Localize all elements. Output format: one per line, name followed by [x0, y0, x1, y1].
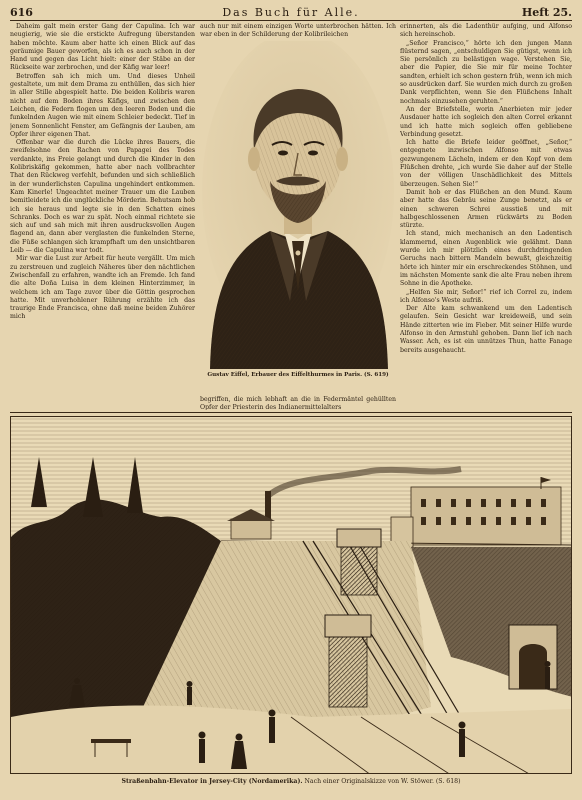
paragraph: begriffen, die mich lebhaft an die in Federmäntel gehüllten Opfer der Priesterin des Indianermittelalters [200, 396, 396, 410]
paragraph: Mir war die Lust zur Arbeit für heute vergällt. Um mich zu zerstreuen und zugleich Näheres über den nächtlichen Zwischenfall zu erfahren, wandte ich an Fremde. Ich fand die alte Doña Luisa in dem kleinen Hinterzimmer, in welchem ich am Tage zuvor über die Göttin gesprochen hatte. Mit unverhohlener Rührung erzählte ich das traurige Ende Francisca, ohne daß meine beiden Zuhörer mich [10, 255, 195, 321]
elevator-engraving [10, 416, 572, 774]
header-rule [10, 20, 572, 21]
paragraph: Ich hatte die Briefe leider geöffnet, „Señor,“ entgegnete inzwischen Alfonso mit etwas gezwungenem Lächeln, indem er den Kopf von dem Flüßchen drehte, „ich wurde Sie daher auf der Stelle von der völligen Unschädlichkeit des Mittels überzeugen. Sehen Sie!“ [400, 139, 572, 188]
paragraph: Betroffen sah ich mich um. Und dieses Unheil gestaltete, um mit dem Drama zu enthüllen, das sich hier in aller Stille abgespielt hatte. Die beiden Kolibris waren nicht auf dem Boden ihres Käfigs, und zwischen den Leichen, die Federn flogen um den leeren Boden und die funkelnden Augen wie mit einem Schleier bedeckt. Tief in jenem Sonnenlicht Fenster, am Gefängnis der Lauben, am Opfer ihrer eigenen That. [10, 72, 195, 138]
paragraph: erinnerten, als die Ladenthür aufging, und Alfonso sich hereinschob. [400, 23, 572, 39]
page-number: 616 [10, 6, 33, 19]
illustration-caption [10, 778, 572, 785]
paragraph: Der Alte kam schwankend um den Ladentisch gelaufen. Sein Gesicht war kreideweiß, und sein Hände zitterten wie im Fieber. Mit seiner Hilfe wurde Alfonso in den Armstuhl gehoben. Dann lief ich nach Wasser. Ach, es ist ein unnützes Thun, hatte Fanage bereits ausgehaucht. [400, 305, 572, 354]
paragraph: Ich stand, mich mechanisch an den Ladentisch klammernd, einen Augenblick wie gelähmt. Dann wurde ich mir plötzlich eines durchdringenden Geruchs nach bittern Mandeln bewußt, gleichzeitig hörte ich hinter mir ein erschreckendes Stöhnen, und im nächsten Momente sank die alte Frau neben ihrem Sohne in die Apotheke. [400, 230, 572, 288]
paragraph: Damit hob er das Flüßchen an den Mund. Kaum aber hatte das Gebräu seine Zunge benetzt, als er einen schweren Schrei ausstieß und mit halbgeschlossenen Armen rückwärts zu Boden stürzte. [400, 188, 572, 230]
paragraph: „Helfen Sie mir, Señor!“ rief ich Correl zu, indem ich Alfonso's Weste aufriß. [400, 288, 572, 304]
portrait-caption: Gustav Eiffel, Erbauer des Eiffelthurmes in Paris. (S. 619) [207, 372, 389, 378]
illustration-credit: Nach einer Originalskizze von W. Stöwer. (S. 618) [304, 778, 461, 785]
paragraph: An der Briefstelle, worin Anerbieten mir jeder Ausdauer hatte ich sogleich den alten Correl erkannt und ich hatte mich sogleich offen gebliebene Verbindung gesetzt. [400, 105, 572, 138]
illustration-title: Straßenbahn-Elevator in Jersey-City (Nordamerika). [121, 778, 303, 785]
section-divider [10, 412, 572, 413]
elevator-car-lower [325, 615, 371, 707]
right-text-column [400, 23, 572, 400]
running-title: Das Buch für Alle. [222, 6, 360, 19]
left-text-column [10, 23, 195, 400]
eiffel-portrait [200, 41, 396, 369]
paragraph: auch nur mit einem einzigen Worte unterbrochen hätten. Ich war eben in der Schilderung der Kolibrileichen [200, 23, 396, 39]
paragraph: „Señor Francisco,“ hörte ich den jungen Mann flüsternd sagen, „entschuldigen Sie gütigst, wenn ich Sie persönlich zu belästigen wage. Verstehen Sie, aber die Papier, die Sie mir für meine Tochter sandten, erhielt ich schon gestern früh, wenn ich mich so ausdrücken darf. Sie wurden mich durch zu großen Dank verpflichten, wenn Sie den Flüßchens Inhalt nochmals einzusehen geruhten.“ [400, 39, 572, 105]
paragraph: Daheim galt mein erster Gang der Capulina. Ich war neugierig, wie sie die erstickte Aufregung überstanden haben möchte. Kaum aber hatte ich einen Blick auf das geräumige Bauer geworfen, als ich es auch schon in der Hand und gegen das Licht hielt: einer der Stäbe an der Rückseite war zerbrochen, und der Käfig war leer! [10, 23, 195, 72]
issue-number: Heft 25. [521, 6, 572, 19]
middle-text-bottom [200, 396, 396, 410]
paragraph: Offenbar war die durch die Lücke ihres Bauers, die zweifelsohne den Rachen von Papagei des Todes verdankte, ins Freie gelangt und durch die Kinder in den Kolibriskäfig gekommen, hatte aber nach vollbrachter That den Rückweg verfehlt, befunden und sich schließlich in der wunderlichsten Capulina ungehindert entkommen. Kam Kinerle! Ungeachtet meiner Trauer um die Lauben bemitleidete ich die unglückliche Mörderin. Behutsam hob ich sie heraus und legte sie in den Schatten eines Schranks. Doch es war zu spät. Noch einmal richtete sie sich auf und sah mich mit ihren ausdrucksvollen Augen flagend an, dann aber verglasten die funkelnden Sterne, die Füße schlangen sich krampfhaft um den unsichtbaren Leib — die Capulina war todt. [10, 139, 195, 255]
elevator-car-upper [337, 529, 381, 595]
middle-text-top [200, 23, 396, 41]
